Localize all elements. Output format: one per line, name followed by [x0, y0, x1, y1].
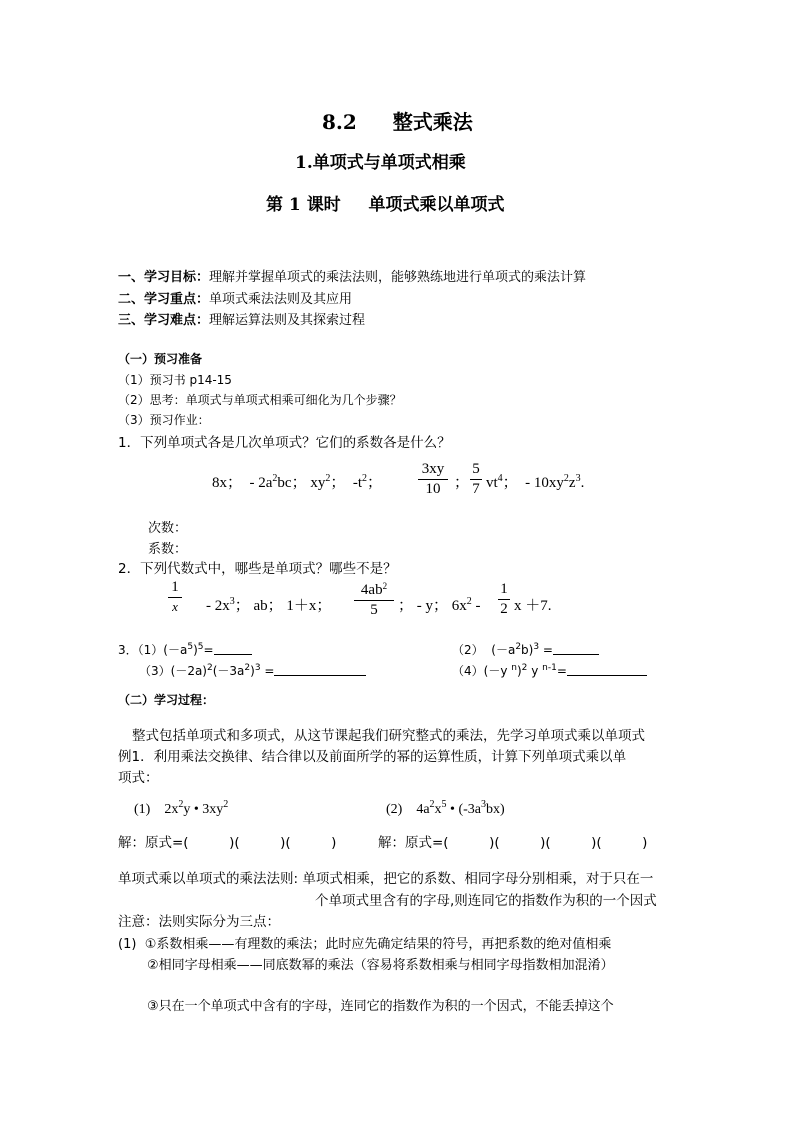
example-line-2: 项式：: [118, 770, 159, 786]
objective-1: 一、学习目标：理解并掌握单项式的乘法法则，能够熟练地进行单项式的乘法计算: [118, 270, 587, 285]
note-1: (1) ①系数相乘——有理数的乘法；此时应先确定结果的符号，再把系数的绝对值相乘: [118, 937, 612, 952]
q2-expressions-1: - $2x^3$； ab； 1＋x；: [206, 596, 332, 614]
prep-heading: （一）预习准备: [118, 352, 203, 366]
q3-part-2: （2） $(-a^2b)^3$ =: [452, 641, 599, 658]
fraction-5-7: 5 7: [470, 461, 482, 498]
example-1-expression: (1) $2x^2y$ • $3xy^2$: [134, 799, 229, 817]
process-heading: （二）学习过程：: [118, 693, 215, 707]
q3-part-4: （4）(－y $^n$)$^2$ y $^{n-1}$=: [452, 662, 647, 679]
fraction-1-2: 1 2: [498, 581, 510, 618]
section-title: [322, 106, 473, 135]
q3-part-1: 3．$(1)(-a^5)^5=$: [118, 641, 252, 658]
rule-line-1: 单项式乘以单项式的乘法法则: 单项式相乘，把它的系数、相同字母分别相乘，对于只在一: [118, 871, 654, 887]
q1-degree-label: 次数：: [148, 521, 188, 536]
note-3: ③只在一个单项式中含有的字母，连同它的指数作为积的一个因式，不能丢掉这个: [147, 999, 614, 1014]
section-name: 整式乘法: [392, 110, 473, 134]
prep-item-1: （1）预习书 p14-15: [118, 373, 232, 387]
objective-3: 三、学习难点：理解运算法则及其探索过程: [118, 313, 366, 328]
q2-expressions-3: x ＋7.: [514, 598, 552, 614]
example-2-expression: (2) $4a^2x^5$ • $(-3a^3bx)$: [386, 799, 505, 817]
answer-blank[interactable]: [274, 663, 366, 676]
solution-2: 解：原式=( )( )( )( ): [378, 835, 648, 851]
fraction-3xy-10: 3xy 10: [418, 461, 448, 498]
objective-2: 二、学习重点：单项式乘法法则及其应用: [118, 292, 353, 307]
q2-expressions-2: ； - y； $6x^2$ -: [398, 596, 481, 614]
fraction-4ab2-5: $4ab^2$ 5: [354, 581, 394, 619]
fraction-1-x: 1 x: [168, 579, 182, 615]
q1-expressions-2: $vt^4$； - $10xy^2z^3$.: [486, 473, 585, 491]
prep-item-2: （2）思考：单项式与单项式相乘可细化为几个步骤？: [118, 393, 402, 407]
note-2: ②相同字母相乘——同底数幂的乘法（容易将系数相乘与相同字母指数相加混淆）: [147, 958, 614, 973]
q3-part-3: $(3)(-2a)^2(-3a^2)^3$ =: [139, 662, 366, 679]
answer-blank[interactable]: [214, 642, 252, 655]
q1-coefficient-label: 系数：: [148, 542, 188, 557]
question-1: 1．下列单项式各是几次单项式？它们的系数各是什么？: [118, 435, 451, 451]
prep-item-3: （3）预习作业：: [118, 413, 210, 427]
q1-sep: ；: [454, 475, 470, 491]
q1-expressions: 8x； - $2a^2bc$； $xy^2$； $-t^2$；: [212, 473, 383, 491]
answer-blank[interactable]: [567, 663, 647, 676]
question-2: 2．下列代数式中，哪些是单项式？哪些不是？: [118, 561, 397, 577]
subtitle: 1.单项式与单项式相乘: [295, 153, 466, 173]
answer-blank[interactable]: [553, 642, 599, 655]
rule-line-2: 个单项式里含有的字母,则连同它的指数作为积的一个因式: [315, 893, 657, 909]
section-number: 8.2: [322, 110, 357, 134]
process-intro: 整式包括单项式和多项式，从这节课起我们研究整式的乘法，先学习单项式乘以单项式: [132, 728, 645, 744]
example-line-1: 例1．利用乘法交换律、结合律以及前面所学的幂的运算性质，计算下列单项式乘以单: [118, 749, 627, 765]
lesson-title: 第 1 课时 单项式乘以单项式: [266, 195, 505, 215]
solution-1: 解：原式=( )( )( ): [118, 835, 337, 851]
note-heading: 注意：法则实际分为三点：: [118, 914, 280, 930]
